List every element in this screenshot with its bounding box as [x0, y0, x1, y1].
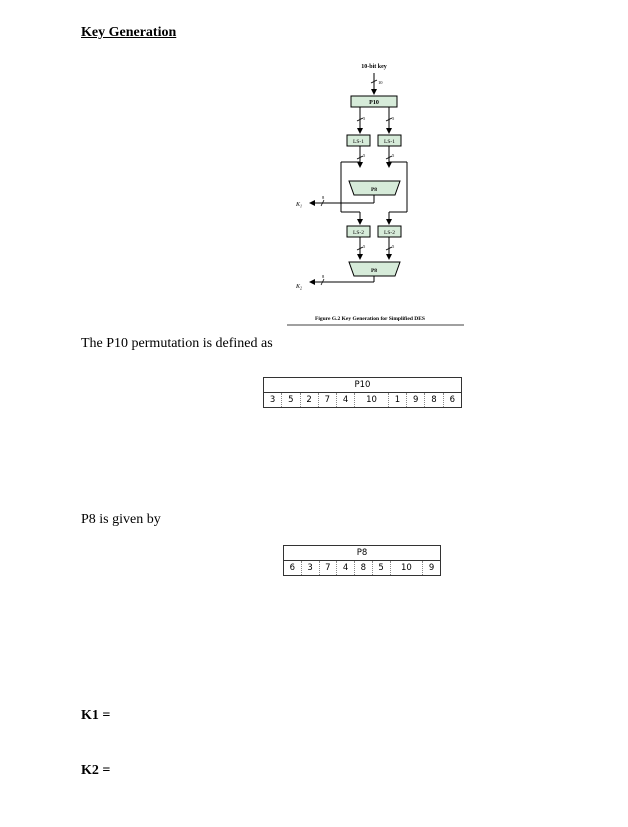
p10-cell: 10	[355, 393, 389, 408]
p8-cell: 7	[319, 561, 337, 576]
section-heading: Key Generation	[81, 25, 177, 40]
ls1-right-bits: 5	[392, 153, 395, 158]
p10-right-bits: 5	[392, 116, 395, 121]
ls2-left-bits: 5	[363, 244, 366, 249]
ls1-left-label: LS-1	[353, 139, 364, 145]
p8-cell: 9	[423, 561, 441, 576]
k2-label: $K_2$	[296, 284, 303, 291]
figure-caption: Figure G.2 Key Generation for Simplified DES	[315, 316, 425, 322]
ls2-left-label: LS-2	[353, 230, 364, 236]
k1-bits: 8	[322, 195, 325, 200]
p10-cell: 3	[264, 393, 282, 408]
p8-second-label: P8	[370, 268, 378, 274]
p8-table	[283, 545, 441, 576]
k1-label: $K_1$	[296, 202, 303, 209]
ls2-right-bits: 5	[392, 244, 395, 249]
p10-cell: 1	[388, 393, 406, 408]
p10-table-title: P10	[264, 378, 462, 393]
p10-cell: 7	[318, 393, 336, 408]
p8-table-title: P8	[284, 546, 441, 561]
p10-table	[263, 377, 462, 408]
p8-first-label: P8	[370, 187, 378, 193]
p8-cell: 5	[372, 561, 390, 576]
input-bits-label: 10	[378, 80, 383, 85]
p10-cell: 4	[337, 393, 355, 408]
p10-cell: 5	[282, 393, 300, 408]
p10-cell: 2	[300, 393, 318, 408]
p10-intro-text: The P10 permutation is defined as	[81, 336, 273, 351]
p10-left-bits: 5	[363, 116, 366, 121]
p8-cell: 6	[284, 561, 302, 576]
p8-intro-text: P8 is given by	[81, 512, 161, 527]
k2-answer-line: K2 =	[81, 763, 111, 778]
p8-cell: 10	[390, 561, 423, 576]
ls1-right-label: LS-1	[384, 139, 395, 145]
ls2-right-label: LS-2	[384, 230, 395, 236]
p8-cell: 8	[355, 561, 373, 576]
k2-bits: 8	[322, 274, 325, 279]
ls1-left-bits: 5	[363, 153, 366, 158]
input-key-label: 10-bit key	[361, 64, 387, 70]
p8-cell: 4	[337, 561, 355, 576]
p10-box-label: P10	[369, 100, 379, 106]
p8-cell: 3	[301, 561, 319, 576]
p10-cell: 9	[407, 393, 425, 408]
k1-answer-line: K1 =	[81, 708, 111, 723]
p10-cell: 8	[425, 393, 443, 408]
p10-cell: 6	[443, 393, 461, 408]
key-generation-diagram	[270, 58, 480, 333]
